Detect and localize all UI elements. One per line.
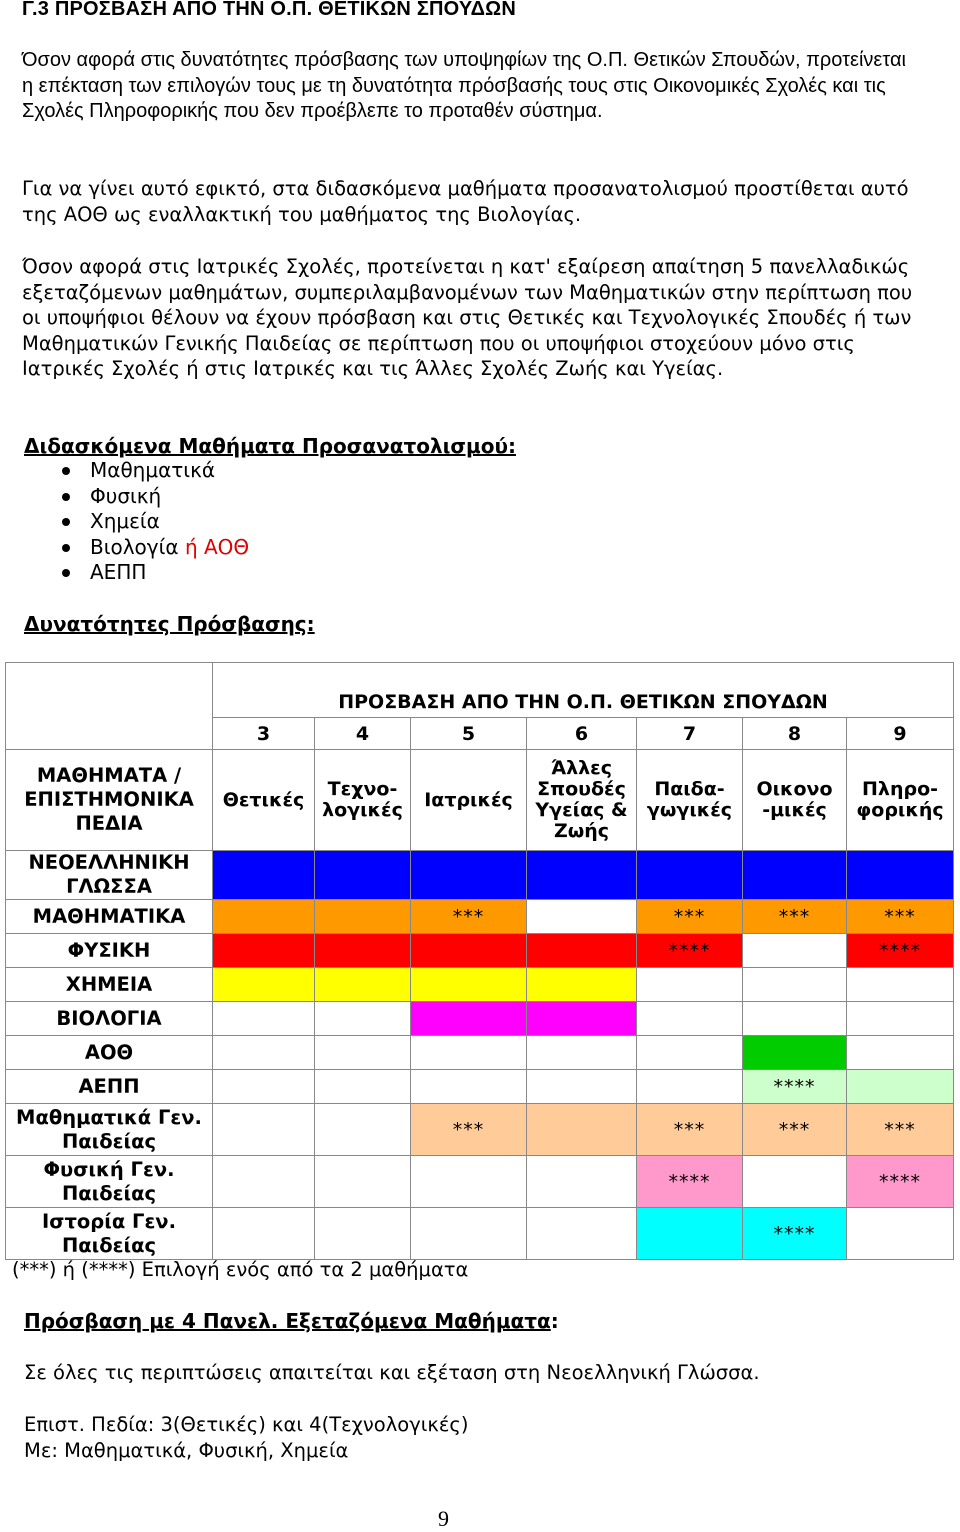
access-cell — [213, 851, 315, 900]
access-cell — [315, 934, 411, 968]
access-cell — [637, 968, 743, 1002]
access-cell: **** — [847, 934, 954, 968]
access-cell — [527, 934, 637, 968]
table-row — [6, 1104, 954, 1156]
access-cell — [743, 1036, 847, 1070]
access-cell — [847, 1002, 954, 1036]
table-note: (***) ή (****) Επιλογή ενός από τα 2 μαθήματα — [12, 1258, 469, 1281]
access-cell — [637, 1036, 743, 1070]
access-cell — [213, 1104, 315, 1156]
column-number: 3 — [213, 718, 315, 750]
table-row — [6, 968, 954, 1002]
access-cell — [527, 1104, 637, 1156]
access-cell — [213, 1036, 315, 1070]
access-cell — [213, 1002, 315, 1036]
list-item: ΑΕΠΠ — [24, 560, 249, 586]
subject-label: ΑΟΘ — [6, 1036, 213, 1070]
access-cell — [411, 1156, 527, 1208]
access-cell — [411, 851, 527, 900]
section-title: Γ.3 ΠΡΟΣΒΑΣΗ ΑΠΟ ΤΗΝ Ο.Π. ΘΕΤΙΚΩΝ ΣΠΟΥΔΩΝ — [22, 0, 517, 20]
bullet-icon — [62, 569, 70, 577]
access-cell — [847, 1208, 954, 1260]
course-alternative: ή ΑΟΘ — [184, 534, 250, 559]
table-title: ΠΡΟΣΒΑΣΗ ΑΠΟ ΤΗΝ Ο.Π. ΘΕΤΙΚΩΝ ΣΠΟΥΔΩΝ — [213, 663, 954, 718]
access-cell — [637, 851, 743, 900]
subject-label: ΑΕΠΠ — [6, 1070, 213, 1104]
subject-label: Ιστορία Γεν. Παιδείας — [6, 1208, 213, 1260]
access-cell — [527, 900, 637, 934]
access-cell — [213, 1208, 315, 1260]
access-cell — [213, 968, 315, 1002]
access-cell — [743, 1156, 847, 1208]
access-table — [5, 662, 954, 1260]
access-cell: *** — [743, 900, 847, 934]
access-cell — [213, 1156, 315, 1208]
access-cell — [411, 1070, 527, 1104]
column-number: 4 — [315, 718, 411, 750]
subject-label: Φυσική Γεν. Παιδείας — [6, 1156, 213, 1208]
access-cell — [315, 900, 411, 934]
access-cell: **** — [637, 1156, 743, 1208]
access-cell — [743, 851, 847, 900]
column-number: 9 — [847, 718, 954, 750]
subject-label: ΜΑΘΗΜΑΤΙΚΑ — [6, 900, 213, 934]
table-row — [6, 934, 954, 968]
access-cell: *** — [743, 1104, 847, 1156]
table-row — [6, 1208, 954, 1260]
access-heading: Δυνατότητες Πρόσβασης: — [24, 612, 315, 636]
subjects-line: Με: Μαθηματικά, Φυσική, Χημεία — [24, 1438, 349, 1462]
column-number: 8 — [743, 718, 847, 750]
access-cell — [847, 1070, 954, 1104]
field-header: Οικονο -μικές — [743, 750, 847, 851]
table-row — [6, 900, 954, 934]
access-cell: **** — [847, 1156, 954, 1208]
field-header: Πληρο-φορικής — [847, 750, 954, 851]
access-cell — [637, 1002, 743, 1036]
access-cell: *** — [847, 1104, 954, 1156]
access-cell — [527, 1070, 637, 1104]
access-cell — [527, 968, 637, 1002]
access-cell — [527, 1002, 637, 1036]
column-number: 7 — [637, 718, 743, 750]
access-cell — [743, 1002, 847, 1036]
field-header: Άλλες Σπουδές Υγείας & Ζωής — [527, 750, 637, 851]
access-cell — [847, 968, 954, 1002]
access-cell — [743, 934, 847, 968]
access-cell: *** — [847, 900, 954, 934]
access-cell — [315, 1036, 411, 1070]
field-header: Τεχνο-λογικές — [315, 750, 411, 851]
access-cell: *** — [637, 1104, 743, 1156]
list-item: Μαθηματικά — [24, 458, 249, 484]
access-cell: *** — [411, 1104, 527, 1156]
access-cell — [411, 968, 527, 1002]
access-cell — [743, 968, 847, 1002]
access-cell — [637, 1070, 743, 1104]
access-cell — [213, 1070, 315, 1104]
access-cell: **** — [637, 934, 743, 968]
access-cell — [411, 1208, 527, 1260]
list-item: Βιολογία ή ΑΟΘ — [24, 535, 249, 561]
subject-label: ΒΙΟΛΟΓΙΑ — [6, 1002, 213, 1036]
access-cell — [411, 1036, 527, 1070]
table-row — [6, 1156, 954, 1208]
access-cell — [847, 1036, 954, 1070]
access-cell — [411, 934, 527, 968]
access-cell — [213, 934, 315, 968]
access-cell: *** — [411, 900, 527, 934]
access-cell — [411, 1002, 527, 1036]
courses-heading: Διδασκόμενα Μαθήματα Προσανατολισμού: — [24, 434, 516, 458]
column-number: 5 — [411, 718, 527, 750]
fields-line: Επιστ. Πεδία: 3(Θετικές) και 4(Τεχνολογικές) — [24, 1413, 469, 1436]
list-item: Φυσική — [24, 484, 249, 510]
access-cell — [315, 968, 411, 1002]
corner-label: ΜΑΘΗΜΑΤΑ / ΕΠΙΣΤΗΜΟΝΙΚΑ ΠΕΔΙΑ — [6, 750, 213, 851]
list-item: Χημεία — [24, 509, 249, 535]
access-cell: **** — [743, 1070, 847, 1104]
courses-list — [24, 458, 249, 586]
access-cell — [527, 1156, 637, 1208]
access-cell — [315, 1104, 411, 1156]
table-corner-blank — [6, 663, 213, 750]
bullet-icon — [62, 544, 70, 552]
bullet-icon — [62, 518, 70, 526]
page-number: 9 — [438, 1506, 449, 1531]
table-row — [6, 1002, 954, 1036]
access-cell — [847, 851, 954, 900]
column-number: 6 — [527, 718, 637, 750]
access-cell: **** — [743, 1208, 847, 1260]
access-cell — [315, 851, 411, 900]
access-cell — [527, 851, 637, 900]
table-row — [6, 1036, 954, 1070]
subject-label: ΦΥΣΙΚΗ — [6, 934, 213, 968]
section-heading-4-subjects: Πρόσβαση με 4 Πανελ. Εξεταζόμενα Μαθήματα: — [24, 1309, 559, 1333]
subject-label: ΝΕΟΕΛΛΗΝΙΚΗ ΓΛΩΣΣΑ — [6, 851, 213, 900]
access-cell: *** — [637, 900, 743, 934]
access-cell — [315, 1156, 411, 1208]
table-row — [6, 1070, 954, 1104]
field-header: Παιδα-γωγικές — [637, 750, 743, 851]
access-cell — [213, 900, 315, 934]
paragraph-access-options: Όσον αφορά στις δυνατότητες πρόσβασης των υποψηφίων της Ο.Π. Θετικών Σπουδών, προτείνεται η επέκταση των επιλογών τους με τη δυνατότητα πρόσβασής τους στις Οικονομικές Σχολές και τις Σχολές Πληροφορικής που δεν προέβλεπε το προταθέν σύστημα. — [22, 49, 906, 122]
table-row — [6, 851, 954, 900]
fields-info — [24, 1412, 468, 1463]
access-cell — [527, 1036, 637, 1070]
access-cell — [315, 1070, 411, 1104]
bullet-icon — [62, 467, 70, 475]
field-header: Ιατρικές — [411, 750, 527, 851]
field-header: Θετικές — [213, 750, 315, 851]
access-cell — [527, 1208, 637, 1260]
subject-label: ΧΗΜΕΙΑ — [6, 968, 213, 1002]
access-cell — [315, 1208, 411, 1260]
paragraph-medical-schools: Όσον αφορά στις Ιατρικές Σχολές, προτείνεται η κατ' εξαίρεση απαίτηση 5 πανελλαδικώς εξεταζόμενων μαθημάτων, συμπεριλαμβανομένων των Μαθηματικών στην περίπτωση που οι υποψήφιοι θέλουν να έχουν πρόσβαση και στις Θετικές και Τεχνολογικές Σπουδές ή των Μαθηματικών Γενικής Παιδείας σε περίπτωση που οι υποψήφιοι στοχεύουν μόνο στις Ιατρικές Σχολές ή στις Ιατρικές και τις Άλλες Σχολές Ζωής και Υγείας. — [22, 255, 913, 380]
access-cell — [637, 1208, 743, 1260]
exam-requirement: Σε όλες τις περιπτώσεις απαιτείται και εξέταση στη Νεοελληνική Γλώσσα. — [24, 1361, 760, 1384]
bullet-icon — [62, 493, 70, 501]
paragraph-aoth-addition: Για να γίνει αυτό εφικτό, στα διδασκόμενα μαθήματα προσανατολισμού προστίθεται αυτό της ΑΟΘ ως εναλλακτική του μαθήματος της Βιολογίας. — [22, 177, 909, 226]
subject-label: Μαθηματικά Γεν. Παιδείας — [6, 1104, 213, 1156]
access-cell — [315, 1002, 411, 1036]
